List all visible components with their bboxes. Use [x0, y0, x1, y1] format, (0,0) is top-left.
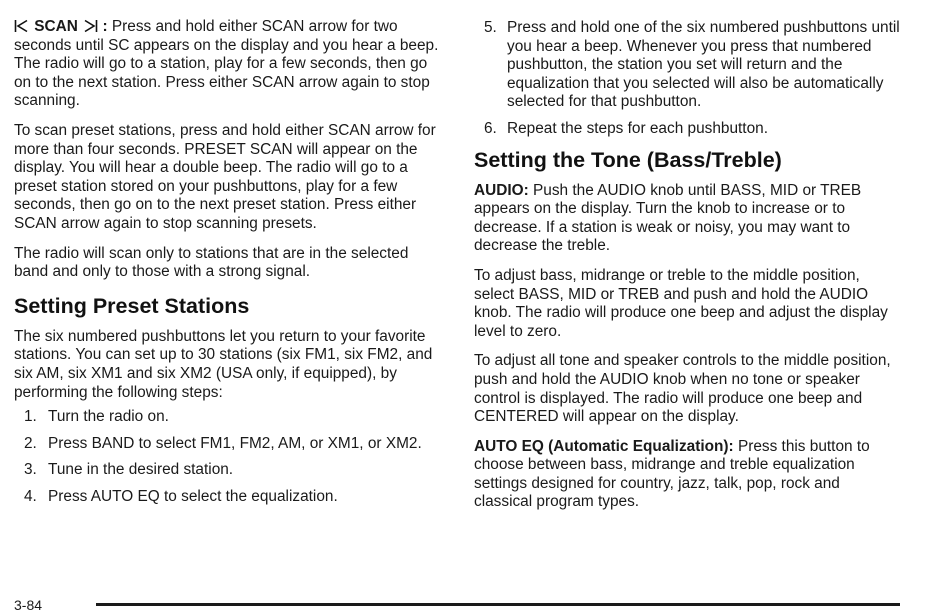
autoeq-lead: AUTO EQ (Automatic Equalization):: [474, 437, 734, 455]
adjust-all-paragraph: To adjust all tone and speaker controls to the middle position, push and hold the AUDIO knob when no tone or speaker control is displayed. The radio will produce one beep and CENTERED will appear on the display.: [474, 352, 891, 426]
continued-steps-list: [474, 19, 902, 139]
scan-label: SCAN: [34, 18, 78, 35]
scan-forward-icon: [82, 19, 98, 33]
list-item: [474, 120, 902, 139]
autoeq-paragraph: [474, 438, 902, 512]
step-text: Repeat the steps for each pushbutton.: [507, 119, 768, 137]
list-item: [14, 435, 442, 454]
step-text: Tune in the desired station.: [48, 461, 234, 479]
step-number: 1.: [24, 408, 37, 426]
tone-heading: Setting the Tone (Bass/Treble): [474, 147, 782, 172]
step-text: Press BAND to select FM1, FM2, AM, or XM1, or XM2.: [48, 434, 422, 452]
audio-text: Push the AUDIO knob until BASS, MID or TREB appears on the display. Turn the knob to increase or to decrease. If a station is weak or noisy, you may want to decrease the treble.: [474, 181, 862, 255]
autoeq-text: Press this button to choose between bass, midrange and treble equalization settings designed for country, jazz, talk, pop, rock and classical program types.: [474, 437, 870, 511]
step-text: Press AUTO EQ to select the equalization.: [48, 487, 338, 505]
page-footer: [14, 596, 900, 614]
step-number: 6.: [484, 119, 497, 137]
left-column: [14, 18, 442, 514]
scan-lead: [14, 18, 112, 35]
footer-rule: [96, 603, 900, 606]
scan-paragraph: [14, 18, 442, 111]
step-number: 3.: [24, 461, 37, 479]
scan-back-icon: [14, 19, 30, 33]
list-item: [474, 19, 902, 112]
step-text: Turn the radio on.: [48, 408, 169, 426]
preset-intro-paragraph: The six numbered pushbuttons let you return to your favorite stations. You can set up to 30 stations (six FM1, six FM2, and six AM, six XM1 and six XM2 (USA only, if equipped), by performing the following steps:: [14, 327, 433, 401]
page-number: 3-84: [14, 597, 43, 613]
audio-lead: AUDIO:: [474, 181, 529, 199]
audio-paragraph: [474, 182, 902, 256]
scan-only-paragraph: The radio will scan only to stations that are in the selected band and only to those with a strong signal.: [14, 244, 409, 281]
scan-colon: :: [102, 18, 108, 35]
step-number: 4.: [24, 487, 37, 505]
preset-stations-heading: Setting Preset Stations: [14, 293, 250, 318]
list-item: [14, 461, 442, 480]
preset-steps-list: [14, 408, 442, 506]
right-column: [474, 19, 902, 523]
list-item: [14, 408, 442, 427]
step-number: 5.: [484, 19, 497, 36]
step-number: 2.: [24, 434, 37, 452]
step-text: Press and hold one of the six numbered pushbuttons until you hear a beep. Whenever you press that numbered pushbutton, the station you set will return and the equalization that you selected will also be automatically selected for that pushbutton.: [507, 19, 900, 111]
preset-scan-paragraph: To scan preset stations, press and hold either SCAN arrow for more than four seconds. PRESET SCAN will appear on the display. You will hear a double beep. The radio will go to a preset station stored on your pushbuttons, play for a few seconds, then go on to the next preset station. Press either SCAN arrow again to stop scanning presets.: [14, 121, 436, 232]
scan-text: Press and hold either SCAN arrow for two seconds until SC appears on the display and you hear a beep. The radio will go to a station, play for a few seconds, then go on to the next station. Press either SCAN arrow again to stop scanning.: [14, 18, 439, 110]
adjust-paragraph: To adjust bass, midrange or treble to the middle position, select BASS, MID or TREB and push and hold the AUDIO knob. The radio will produce one beep and adjust the display level to zero.: [474, 266, 888, 340]
list-item: [14, 488, 442, 507]
